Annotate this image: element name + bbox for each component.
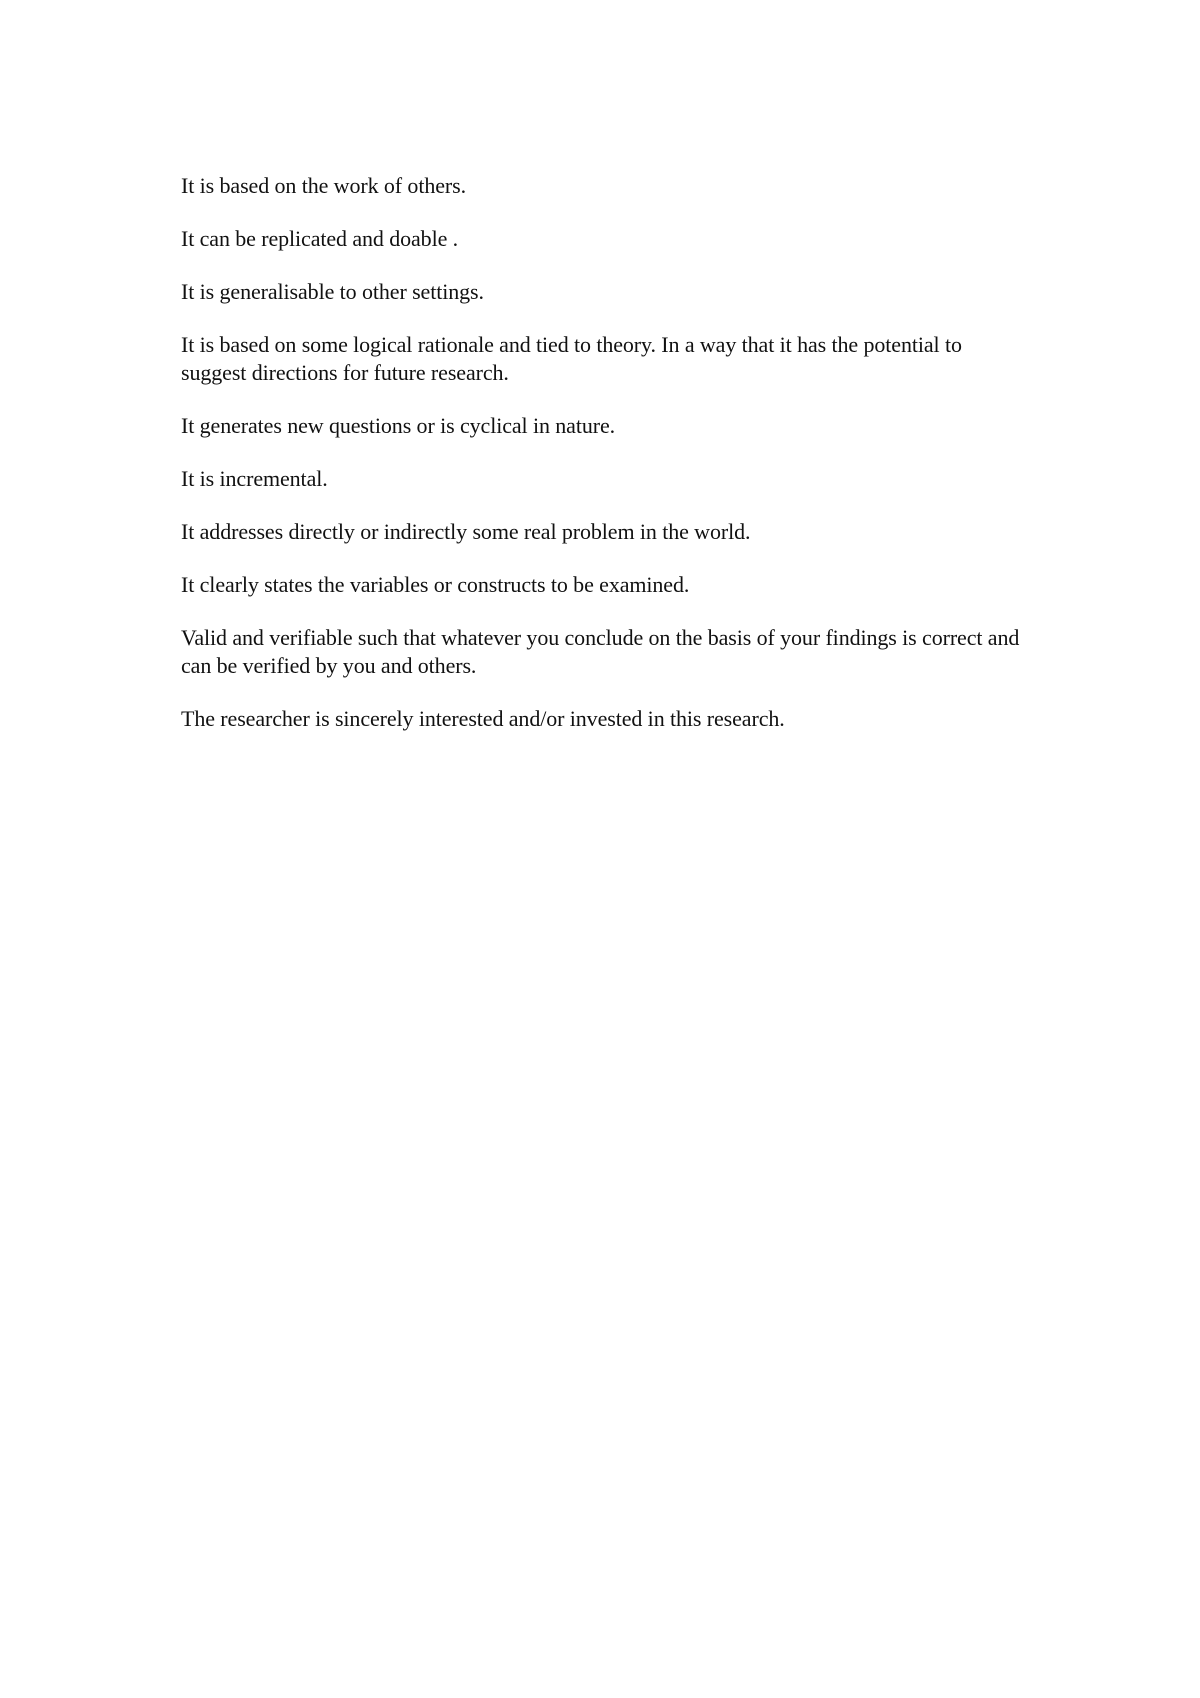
paragraph-7: It addresses directly or indirectly some real problem in the world. (181, 519, 751, 544)
paragraph-2: It can be replicated and doable . (181, 226, 459, 251)
paragraph-3: It is generalisable to other settings. (181, 279, 484, 304)
paragraph-9: Valid and verifiable such that whatever you conclude on the basis of your findings is correct and can be verified by you and others. (181, 625, 1020, 678)
paragraph-1: It is based on the work of others. (181, 173, 466, 198)
paragraph-10: The researcher is sincerely interested and/or invested in this research. (181, 706, 785, 731)
paragraph-6: It is incremental. (181, 466, 328, 491)
paragraph-8: It clearly states the variables or constructs to be examined. (181, 572, 690, 597)
paragraph-4: It is based on some logical rationale and tied to theory. In a way that it has the potential to suggest directions for future research. (181, 332, 962, 385)
document-body (181, 172, 1021, 758)
paragraph-5: It generates new questions or is cyclical in nature. (181, 413, 616, 438)
